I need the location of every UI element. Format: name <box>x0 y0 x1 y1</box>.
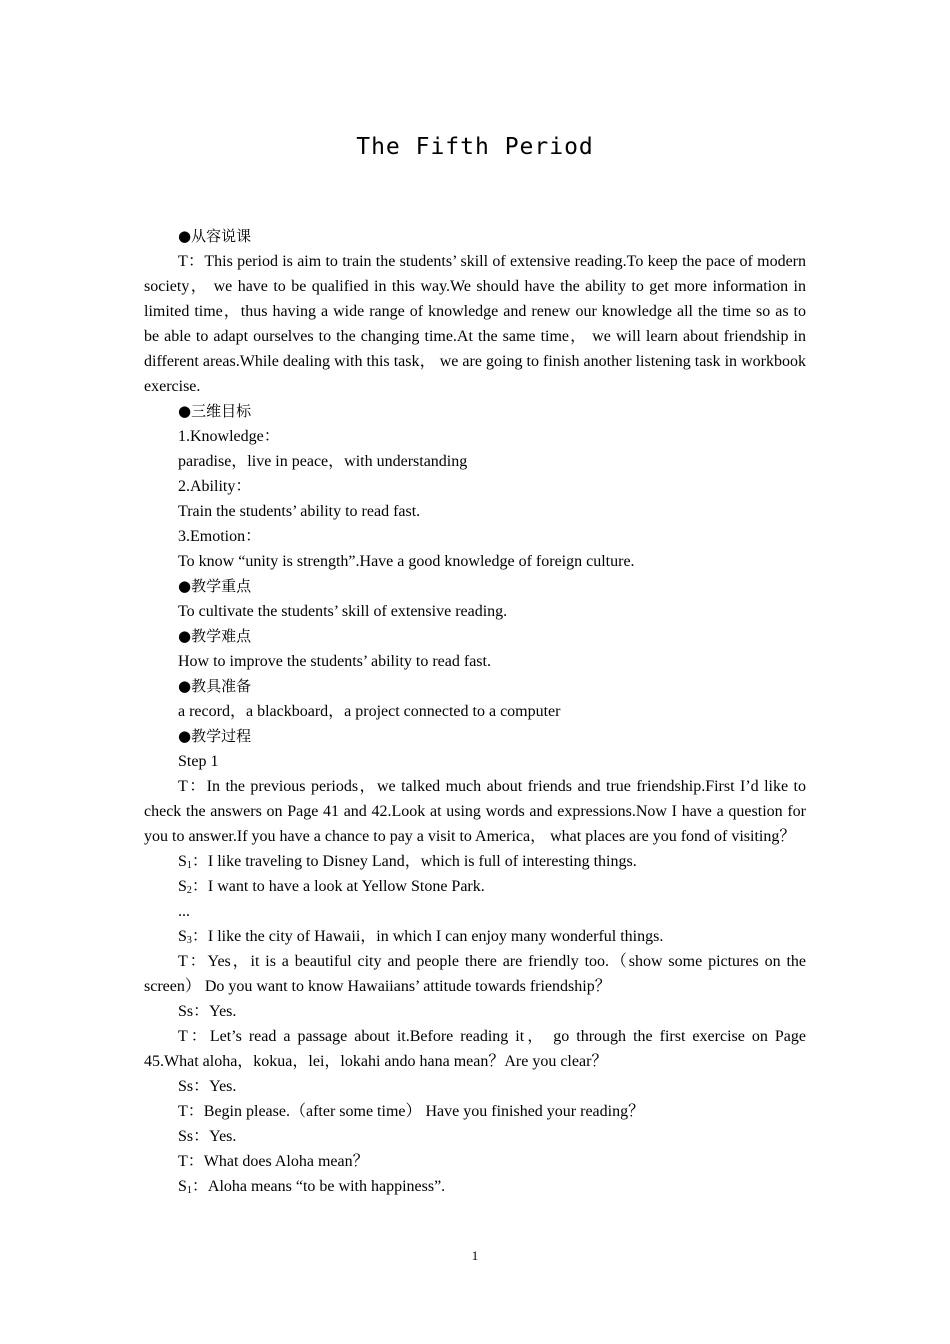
dialogue-teacher-3: T：Let’s read a passage about it.Before reading it， go through the first exercise on Page 45.What aloha，kokua，lei，lokahi ando hana mean？Are you clear？ <box>144 1028 806 1070</box>
section-heading-key-point: ●教学重点 <box>178 577 252 595</box>
goal-emotion-text: To know “unity is strength”.Have a good knowledge of foreign culture. <box>178 553 635 570</box>
section-heading-tools: ●教具准备 <box>178 677 252 695</box>
tools-text: a record，a blackboard，a project connected to a computer <box>178 703 561 720</box>
dialogue-ellipsis: ... <box>178 903 190 920</box>
difficulty-text: How to improve the students’ ability to read fast. <box>178 653 491 670</box>
page-title: The Fifth Period <box>356 134 594 160</box>
dialogue-teacher-5: T：What does Aloha mean？ <box>178 1153 369 1170</box>
goal-emotion-label: 3.Emotion： <box>178 528 262 545</box>
step-label: Step 1 <box>178 753 219 770</box>
goal-knowledge-label: 1.Knowledge： <box>178 428 280 445</box>
dialogue-students-1: Ss：Yes. <box>178 1003 237 1020</box>
key-point-text: To cultivate the students’ skill of extensive reading. <box>178 603 508 620</box>
dialogue-student-4: $S_1$：Aloha means “to be with happiness”. <box>178 1178 446 1196</box>
dialogue-student-3: $S_3$：I like the city of Hawaii，in which I can enjoy many wonderful things. <box>178 928 664 946</box>
dialogue-teacher-2: T：Yes，it is a beautiful city and people there are friendly too.（show some pictures on the screen） Do you want to know Hawaiians’ attitude towards friendship？ <box>144 953 806 995</box>
dialogue-teacher-1: T：In the previous periods，we talked much about friends and true friendship.First I’d like to check the answers on Page 41 and 42.Look at using words and expressions.Now I have a question for you to answer.If you have a chance to pay a visit to America， what places are you fond of visiting？ <box>144 778 806 845</box>
goal-ability-text: Train the students’ ability to read fast. <box>178 503 421 520</box>
section-heading-difficulty: ●教学难点 <box>178 627 252 645</box>
section-heading-process: ●教学过程 <box>178 727 252 745</box>
page-number: 1 <box>471 1248 479 1263</box>
dialogue-student-2: $S_2$：I want to have a look at Yellow Stone Park. <box>178 878 485 896</box>
dialogue-students-2: Ss：Yes. <box>178 1078 237 1095</box>
dialogue-student-1: $S_1$：I like traveling to Disney Land，which is full of interesting things. <box>178 853 637 871</box>
goal-knowledge-text: paradise，live in peace，with understanding <box>178 453 468 470</box>
intro-paragraph: T：This period is aim to train the students’ skill of extensive reading.To keep the pace of modern society， we have to be qualified in this way.We should have the ability to get more information in limited time，thus having a wide range of knowledge and renew our knowledge all the time so as to be able to adapt ourselves to the changing time.At the same time， we will learn about friendship in different areas.While dealing with this task， we are going to finish another listening task in workbook exercise. <box>144 253 806 395</box>
section-heading-lesson-talk: ●从容说课 <box>178 227 252 245</box>
section-heading-objectives: ●三维目标 <box>178 402 252 420</box>
dialogue-teacher-4: T：Begin please.（after some time） Have you finished your reading？ <box>178 1103 645 1120</box>
dialogue-students-3: Ss：Yes. <box>178 1128 237 1145</box>
goal-ability-label: 2.Ability： <box>178 478 252 495</box>
document-body <box>144 224 806 1199</box>
